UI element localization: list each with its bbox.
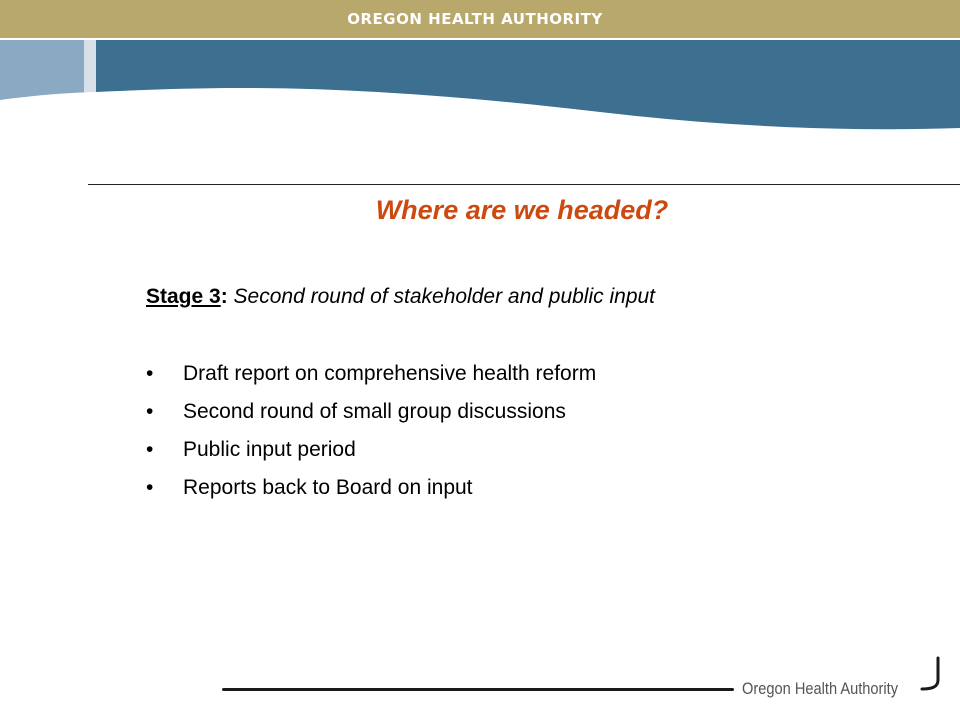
bullet-text: Draft report on comprehensive health reform — [183, 362, 597, 385]
bullet-text: Public input period — [183, 438, 356, 461]
bullet-text: Reports back to Board on input — [183, 476, 473, 499]
stage-label: Stage 3 — [146, 285, 221, 308]
bullet-item — [146, 360, 596, 398]
footer-logo-text: Oregon Health Authority — [742, 679, 899, 698]
footer-logo-mark-icon — [918, 656, 944, 692]
bullet-dot: • — [146, 476, 154, 499]
bullet-list — [146, 360, 596, 512]
stage-description: Second round of stakeholder and public input — [233, 285, 656, 308]
stage-colon: : — [220, 285, 228, 308]
bullet-dot: • — [146, 362, 154, 385]
bullet-item — [146, 436, 596, 474]
bullet-item — [146, 474, 596, 512]
bullet-text: Second round of small group discussions — [183, 400, 566, 423]
bullet-dot: • — [146, 438, 154, 461]
header-banner — [0, 0, 960, 40]
footer-rule — [222, 688, 734, 691]
header-banner-title: OREGON HEALTH AUTHORITY — [347, 10, 603, 28]
title-divider — [88, 184, 960, 185]
slide-title: Where are we headed? — [375, 195, 669, 225]
bullet-item — [146, 398, 596, 436]
stage-line — [146, 283, 655, 311]
bullet-dot: • — [146, 400, 154, 423]
header-wave-graphic — [0, 40, 960, 140]
